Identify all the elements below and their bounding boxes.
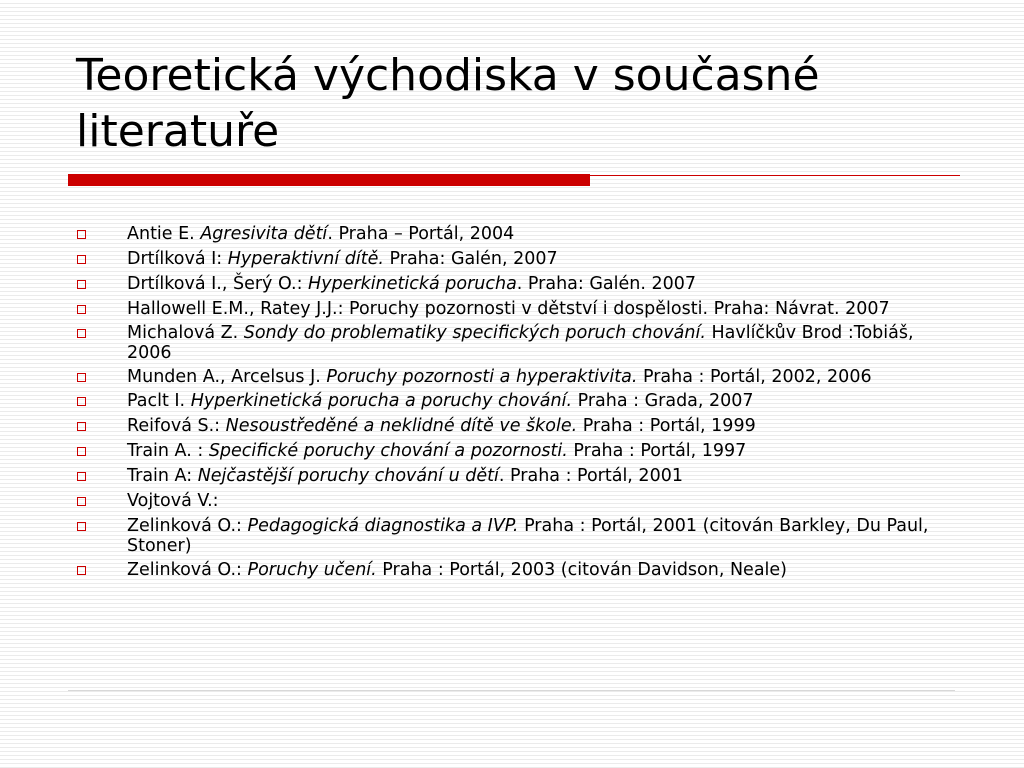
reference-work-title: Pedagogická diagnostika a IVP.	[247, 516, 519, 536]
reference-author: Reifová S.:	[127, 416, 226, 436]
reference-author: Antie E.	[127, 224, 201, 244]
reference-author: Drtílková I:	[127, 249, 228, 269]
hollow-square-icon	[77, 305, 86, 314]
reference-author: Munden A., Arcelsus J.	[127, 367, 327, 387]
hollow-square-icon	[77, 397, 86, 406]
reference-author: Hallowell E.M., Ratey J.J.: Poruchy pozornosti v dětství i dospělosti. Praha: Návrat. 2007	[127, 299, 890, 319]
reference-publisher: Praha: Galén, 2007	[383, 249, 558, 269]
reference-item	[74, 249, 954, 269]
hollow-square-icon	[77, 447, 86, 456]
reference-work-title: Specifické poruchy chování a pozornosti.	[208, 441, 568, 461]
reference-publisher: . Praha : Portál, 2001	[498, 466, 683, 486]
reference-work-title: Nejčastější poruchy chování u dětí	[197, 466, 499, 486]
reference-author: Vojtová V.:	[127, 491, 219, 511]
reference-author: Train A. :	[127, 441, 209, 461]
reference-publisher: Praha : Portál, 2002, 2006	[637, 367, 872, 387]
reference-item	[74, 323, 954, 363]
reference-publisher: Havlíčkův Brod :Tobiáš, 2006	[127, 323, 914, 363]
reference-publisher: . Praha: Galén. 2007	[516, 274, 697, 294]
reference-work-title: Agresivita dětí	[200, 224, 328, 244]
reference-publisher: Praha : Portál, 2001 (citován Barkley, Du Paul, Stoner)	[127, 516, 929, 556]
hollow-square-icon	[77, 373, 86, 382]
reference-work-title: Hyperkinetická porucha a poruchy chování.	[190, 391, 573, 411]
hollow-square-icon	[77, 329, 86, 338]
reference-publisher: Praha : Portál, 1999	[577, 416, 756, 436]
reference-work-title: Hyperaktivní dítě.	[227, 249, 384, 269]
hollow-square-icon	[77, 230, 86, 239]
reference-author: Train A:	[127, 466, 198, 486]
reference-author: Paclt I.	[127, 391, 191, 411]
reference-item	[74, 416, 954, 436]
title-underline-thick	[68, 174, 590, 186]
hollow-square-icon	[77, 497, 86, 506]
reference-work-title: Poruchy učení.	[247, 560, 377, 580]
reference-author: Michalová Z.	[127, 323, 244, 343]
reference-item	[74, 367, 954, 387]
reference-author: Zelinková O.:	[127, 516, 248, 536]
reference-item	[74, 441, 954, 461]
reference-publisher: Praha : Grada, 2007	[572, 391, 754, 411]
reference-list	[74, 224, 954, 585]
slide-title: Teoretická východiska v současné literatuře	[76, 50, 820, 157]
reference-work-title: Nesoustředěné a neklidné dítě ve škole.	[225, 416, 578, 436]
reference-item	[74, 560, 954, 580]
reference-item	[74, 274, 954, 294]
reference-work-title: Poruchy pozornosti a hyperaktivita.	[326, 367, 638, 387]
reference-work-title: Sondy do problematiky specifických poruch chování.	[243, 323, 706, 343]
hollow-square-icon	[77, 472, 86, 481]
reference-work-title: Hyperkinetická porucha	[308, 274, 517, 294]
footer-divider	[68, 690, 955, 691]
hollow-square-icon	[77, 422, 86, 431]
reference-item	[74, 491, 954, 511]
reference-item	[74, 391, 954, 411]
reference-item	[74, 299, 954, 319]
reference-item	[74, 516, 954, 556]
reference-item	[74, 224, 954, 244]
reference-author: Drtílková I., Šerý O.:	[127, 274, 309, 294]
hollow-square-icon	[77, 255, 86, 264]
reference-publisher: Praha : Portál, 2003 (citován Davidson, Neale)	[376, 560, 788, 580]
reference-publisher: . Praha – Portál, 2004	[327, 224, 515, 244]
title-underline-thin	[590, 175, 960, 176]
hollow-square-icon	[77, 566, 86, 575]
reference-publisher: Praha : Portál, 1997	[567, 441, 747, 461]
hollow-square-icon	[77, 280, 86, 289]
reference-author: Zelinková O.:	[127, 560, 248, 580]
reference-item	[74, 466, 954, 486]
hollow-square-icon	[77, 522, 86, 531]
